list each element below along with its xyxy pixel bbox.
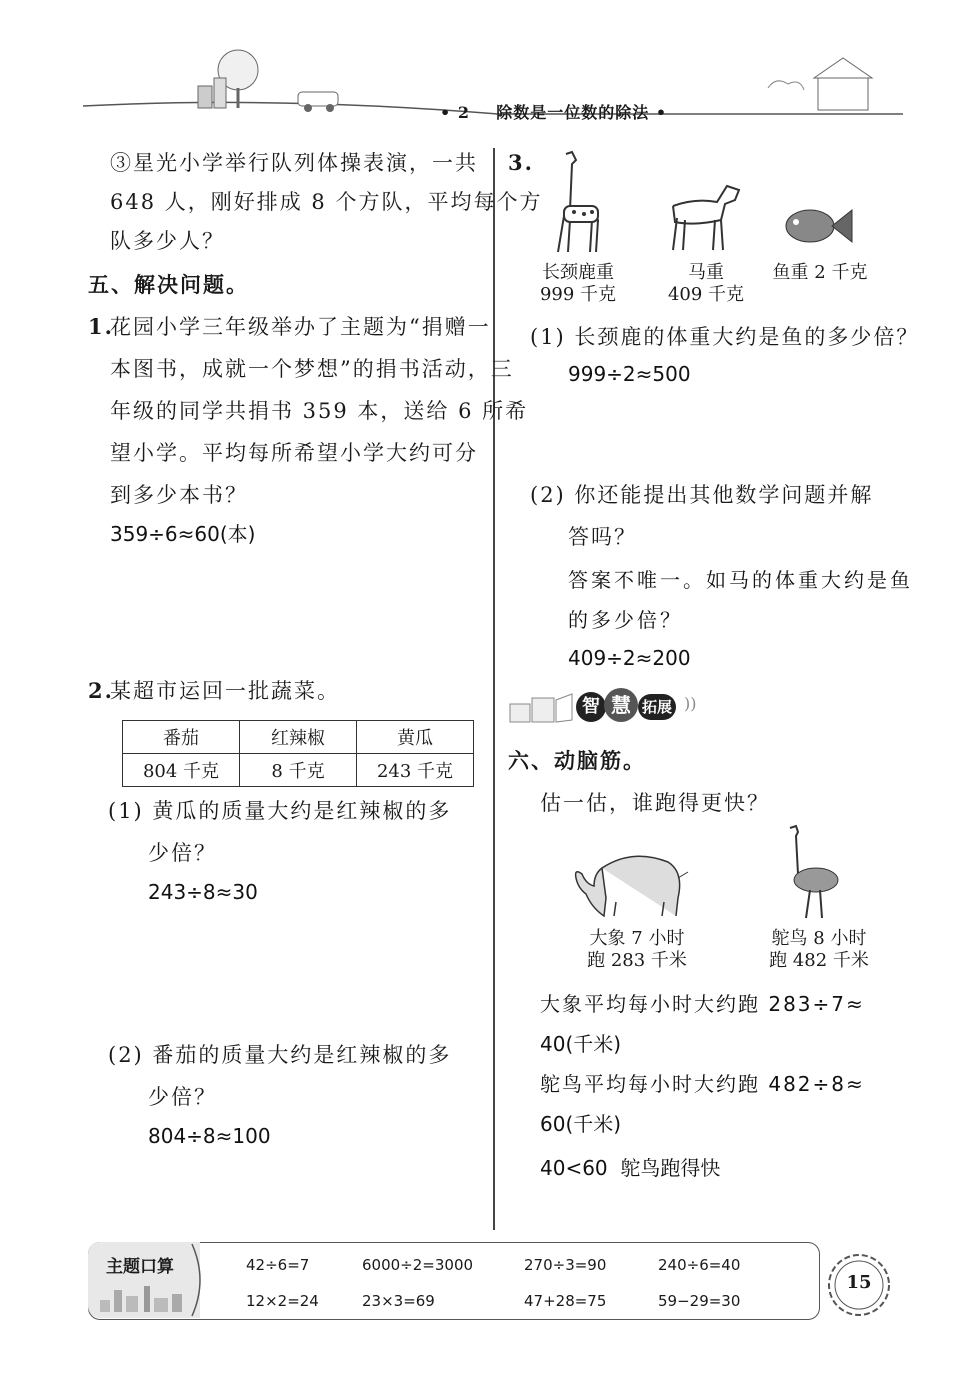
p3-q2-answer-line3: 409÷2≈200: [568, 646, 691, 670]
column-divider: [493, 148, 495, 1230]
calc-r2-c4: 59−29=30: [658, 1292, 741, 1310]
table-header-cell: 黄瓜: [357, 721, 474, 754]
table-cell: 804 千克: [123, 754, 240, 787]
p1-line1: 花园小学三年级举办了主题为“捐赠一: [110, 315, 491, 339]
p2-q1-answer: 243÷8≈30: [148, 880, 258, 904]
giraffe-illustration: [548, 150, 608, 254]
p1-line5: 到多少本书？: [110, 483, 248, 507]
footer-divider-curve: [190, 1242, 210, 1318]
p2-q1-line2: 少倍？: [148, 841, 217, 865]
p2-title: 某超市运回一批蔬菜。: [110, 679, 340, 703]
p3-q1: (1) 长颈鹿的体重大约是鱼的多少倍？: [530, 325, 920, 349]
p2-q1-line1: (1) 黄瓜的质量大约是红辣椒的多: [108, 799, 452, 823]
p1-line2: 本图书，成就一个梦想”的捐书活动，三: [110, 357, 514, 381]
elephant-caption-line2: 跑 283 千米: [587, 950, 687, 971]
banner-char-2: 慧: [604, 688, 638, 722]
ostrich-caption-line1: 鸵鸟 8 小时: [771, 928, 867, 949]
s6-answer-line4: 60(千米): [540, 1112, 622, 1136]
ostrich-caption-line2: 跑 482 千米: [769, 950, 869, 971]
footer-label: 主题口算: [106, 1257, 174, 1277]
elephant-caption-line1: 大象 7 小时: [589, 928, 685, 949]
s6-answer-line2: 40(千米): [540, 1032, 622, 1056]
unit-title: 除数是一位数的除法: [496, 103, 650, 122]
calc-r1-c4: 240÷6=40: [658, 1256, 741, 1274]
s6-answer-line3: 鸵鸟平均每小时大约跑 482÷8≈: [540, 1072, 865, 1096]
city-skyline-icon: [96, 1282, 190, 1312]
p2-q2-line1: (2) 番茄的质量大约是红辣椒的多: [108, 1043, 452, 1067]
unit-number: 2: [457, 103, 470, 122]
p3-q2-answer-line1: 答案不唯一。如马的体重大约是鱼: [568, 568, 913, 592]
giraffe-caption-line2: 999 千克: [539, 284, 617, 305]
p2-q2-answer: 804÷8≈100: [148, 1124, 271, 1148]
table-cell: 243 千克: [357, 754, 474, 787]
fish-caption: 鱼重 2 千克: [772, 262, 868, 283]
header-dot-left: •: [440, 103, 452, 122]
wisdom-extension-banner: [506, 686, 706, 726]
calc-r1-c2: 6000÷2=3000: [362, 1256, 474, 1274]
p1-number: 1.: [88, 314, 114, 339]
p3-q2-line2: 答吗？: [568, 525, 637, 549]
vegetable-table: [122, 720, 474, 787]
elephant-illustration: [572, 848, 692, 920]
header-dot-right: •: [655, 103, 668, 122]
s6-answer-line5: 40<60 鸵鸟跑得快: [540, 1156, 721, 1180]
calc-r1-c1: 42÷6=7: [246, 1256, 310, 1274]
horse-caption-line1: 马重: [688, 262, 724, 283]
calc-r2-c3: 47+28=75: [524, 1292, 607, 1310]
q3-line1: ③星光小学举行队列体操表演，一共: [110, 151, 478, 175]
fish-illustration: [782, 204, 854, 250]
page-number: 15: [846, 1272, 872, 1293]
p2-q2-line2: 少倍？: [148, 1085, 217, 1109]
calc-r2-c1: 12×2=24: [246, 1292, 319, 1310]
section6-title: 六、动脑筋。: [508, 748, 646, 773]
calc-r2-c2: 23×3=69: [362, 1292, 435, 1310]
p1-line4: 望小学。平均每所希望小学大约可分: [110, 441, 478, 465]
section5-title: 五、解决问题。: [88, 272, 249, 297]
banner-char-1: 智: [576, 692, 606, 722]
p3-q1-answer: 999÷2≈500: [568, 362, 691, 386]
p2-number: 2.: [88, 678, 114, 703]
books-icon: [506, 690, 576, 724]
table-header-row: [123, 721, 474, 754]
table-row: [123, 754, 474, 787]
p3-q2-line1: (2) 你还能提出其他数学问题并解: [530, 483, 874, 507]
q3-line2: 648 人，刚好排成 8 个方队，平均每个方: [110, 190, 543, 214]
p1-line3: 年级的同学共捐书 359 本，送给 6 所希: [110, 399, 529, 423]
banner-char-3: 拓展: [638, 694, 676, 720]
horse-illustration: [665, 180, 745, 254]
s6-answer-line1: 大象平均每小时大约跑 283÷7≈: [540, 992, 865, 1016]
horse-caption-line2: 409 千克: [667, 284, 745, 305]
p3-q2-answer-line2: 的多少倍？: [568, 608, 683, 632]
ostrich-illustration: [782, 824, 852, 920]
section6-prompt: 估一估，谁跑得更快？: [540, 791, 770, 815]
p3-number: 3.: [508, 150, 534, 175]
giraffe-caption-line1: 长颈鹿重: [542, 262, 614, 283]
calc-r1-c3: 270÷3=90: [524, 1256, 607, 1274]
q3-line3: 队多少人？: [110, 229, 225, 253]
table-cell: 8 千克: [240, 754, 357, 787]
p1-answer: 359÷6≈60(本): [110, 522, 256, 546]
table-header-cell: 番茄: [123, 721, 240, 754]
banner-arcs-icon: )): [684, 694, 697, 713]
table-header-cell: 红辣椒: [240, 721, 357, 754]
